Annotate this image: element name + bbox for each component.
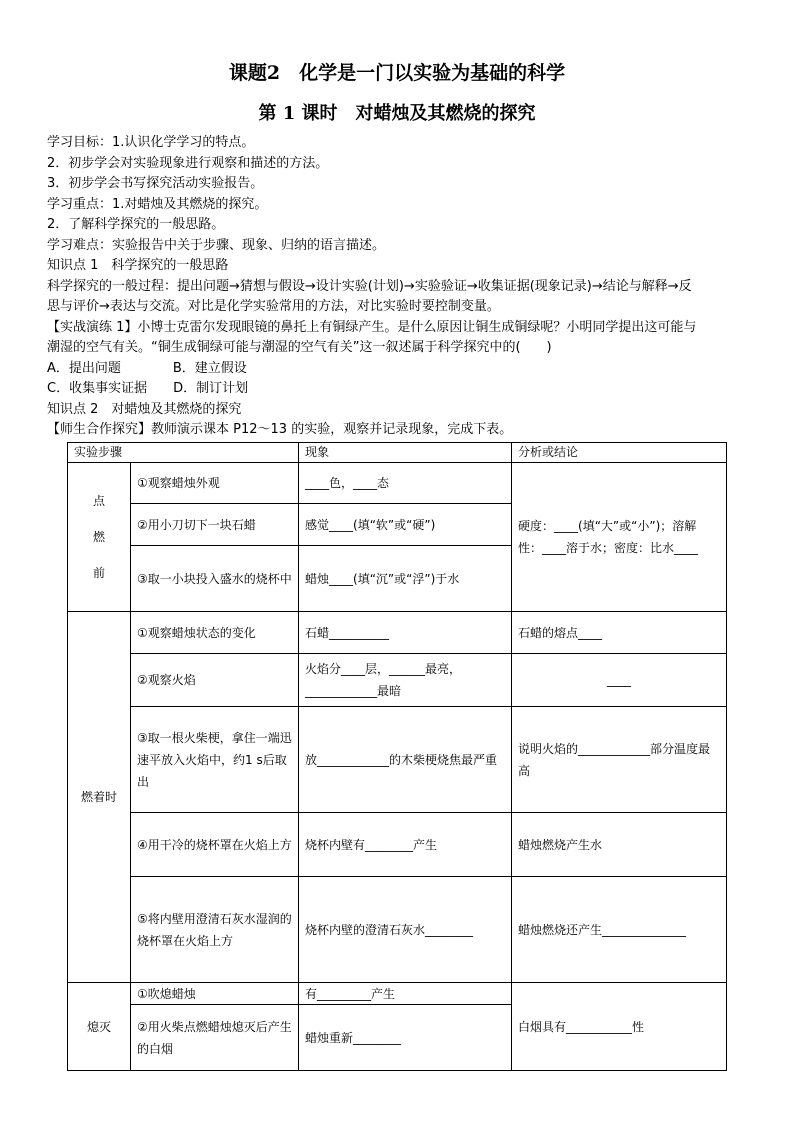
text-line: 【实战演练 1】小博士克雷尔发现眼镜的鼻托上有铜绿产生。是什么原因让铜生成铜绿呢？小明同学提出这可能与	[47, 319, 697, 335]
phenomenon-cell: 石蜡__________	[299, 612, 512, 654]
conclusion-cell: ____	[512, 654, 727, 707]
lesson-subtitle: 第 1 课时 对蜡烛及其燃烧的探究	[258, 103, 536, 124]
text-line: 科学探究的一般过程：提出问题→猜想与假设→设计实验(计划)→实验验证→收集证据(现象记录)→结论与解释→反	[47, 278, 692, 294]
phenomenon-cell: 放____________的木柴梗烧焦最严重	[299, 707, 512, 813]
text-line: 2．了解科学探究的一般思路。	[47, 217, 225, 232]
conclusion-cell: 蜡烛燃烧产生水	[512, 813, 727, 877]
text-line: 【师生合作探究】教师演示课本 P12～13 的实验，观察并记录现象，完成下表。	[47, 422, 513, 437]
table-row	[68, 877, 727, 983]
phenomenon-cell: 感觉____(填“软”或“硬”)	[299, 504, 512, 546]
step-cell: ②用小刀切下一块石蜡	[131, 504, 299, 546]
header-phenomenon: 现象	[299, 443, 512, 463]
step-cell: ③取一小块投入盛水的烧杯中	[131, 546, 299, 612]
table-row	[68, 707, 727, 813]
step-cell: ①观察蜡烛状态的变化	[131, 612, 299, 654]
group-before-lighting	[68, 463, 131, 612]
text-line: 学习重点：1.对蜡烛及其燃烧的探究。	[47, 196, 268, 212]
text-line: 思与评价→表达与交流。对比是化学实验常用的方法，对比实验时要控制变量。	[47, 299, 500, 314]
step-cell: ①吹熄蜡烛	[131, 983, 299, 1005]
conclusion-cell: 白烟具有___________性	[512, 983, 727, 1071]
text-line: 知识点 2 对蜡烛及其燃烧的探究	[47, 401, 242, 417]
phenomenon-cell: 蜡烛重新________	[299, 1005, 512, 1071]
group-extinguish	[68, 983, 131, 1071]
text-line: 学习目标：1.认识化学学习的特点。	[47, 135, 255, 150]
group-burning	[68, 612, 131, 983]
group-label: 熄灭	[86, 1019, 111, 1034]
table-row	[68, 612, 727, 654]
step-cell: ③取一根火柴梗，拿住一端迅速平放入火焰中，约1 s后取出	[131, 707, 299, 813]
step-cell: ②用火柴点燃蜡烛熄灭后产生的白烟	[131, 1005, 299, 1071]
phenomenon-cell: 有_________产生	[299, 983, 512, 1005]
text-line: 2．初步学会对实验现象进行观察和描述的方法。	[47, 155, 329, 171]
table-row	[68, 654, 727, 707]
text-body	[47, 133, 767, 441]
step-cell: ①观察蜡烛外观	[131, 463, 299, 504]
experiment-table	[67, 442, 727, 1071]
step-cell: ④用干冷的烧杯罩在火焰上方	[131, 813, 299, 877]
step-cell: ⑤将内壁用澄清石灰水湿润的烧杯罩在火焰上方	[131, 877, 299, 983]
text-line: A．提出问题 B．建立假设	[47, 360, 247, 376]
phenomenon-cell: 蜡烛____(填“沉”或“浮”)于水	[299, 546, 512, 612]
text-line: C．收集事实证据 D．制订计划	[47, 381, 249, 396]
conclusion-cell: 说明火焰的____________部分温度最高	[512, 707, 727, 813]
table-header-row	[68, 443, 727, 463]
conclusion-cell: 蜡烛燃烧还产生______________	[512, 877, 727, 983]
phenomenon-cell: ____色，____态	[299, 463, 512, 504]
text-line: 知识点 1 科学探究的一般思路	[47, 258, 229, 273]
phenomenon-cell: 火焰分____层，______最亮，____________最暗	[299, 654, 512, 707]
header-conclusion: 分析或结论	[512, 443, 727, 463]
conclusion-cell: 石蜡的熔点____	[512, 612, 727, 654]
phenomenon-cell: 烧杯内壁有________产生	[299, 813, 512, 877]
header-steps: 实验步骤	[68, 443, 299, 463]
text-line: 潮湿的空气有关。“铜生成铜绿可能与潮湿的空气有关”这一叙述属于科学探究中的( )	[47, 340, 552, 355]
text-line: 3．初步学会书写探究活动实验报告。	[47, 176, 264, 191]
conclusion-cell: 硬度：____(填“大”或“小”)；溶解性：____溶于水；密度：比水____	[512, 463, 727, 612]
table-row	[68, 983, 727, 1005]
group-label: 点燃前	[92, 494, 105, 580]
table-row	[68, 813, 727, 877]
group-label: 燃着时	[80, 790, 117, 804]
table-row	[68, 463, 727, 504]
step-cell: ②观察火焰	[131, 654, 299, 707]
lesson-title: 课题2 化学是一门以实验为基础的科学	[228, 62, 566, 84]
phenomenon-cell: 烧杯内壁的澄清石灰水________	[299, 877, 512, 983]
text-line: 学习难点：实验报告中关于步骤、现象、归纳的语言描述。	[47, 237, 386, 253]
